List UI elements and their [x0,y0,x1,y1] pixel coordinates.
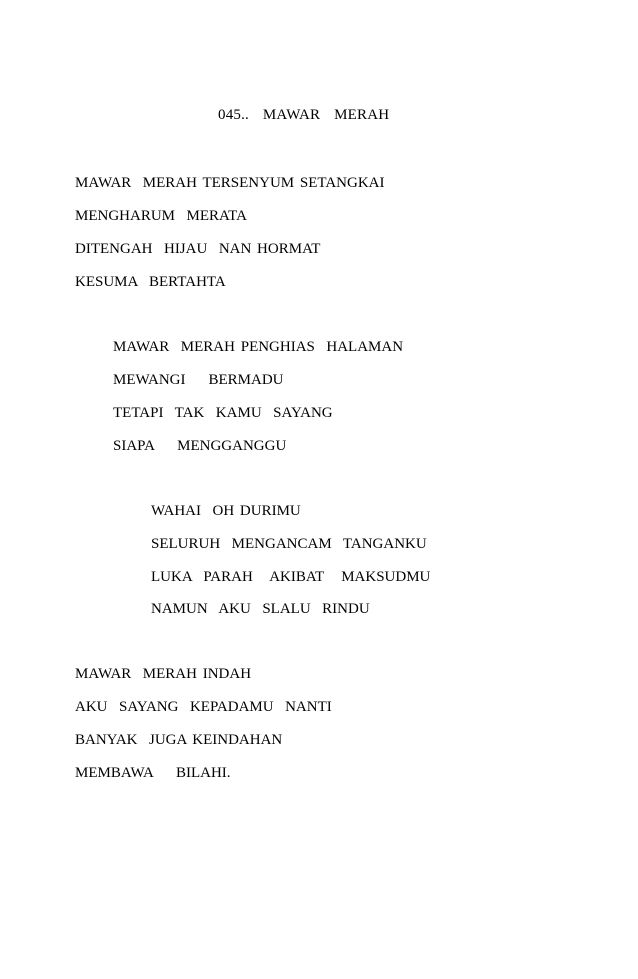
stanza-1-line-2: MENGHARUM MERATA [75,208,247,224]
stanza-3-line-1: WAHAI OH DURIMU [151,503,301,519]
stanza-4-line-2: AKU SAYANG KEPADAMU NANTI [75,699,332,715]
stanza-1-line-1: MAWAR MERAH TERSENYUM SETANGKAI [75,175,385,191]
stanza-3-line-2: SELURUH MENGANCAM TANGANKU [151,536,427,552]
stanza-1-line-3: DITENGAH HIJAU NAN HORMAT [75,241,321,257]
stanza-3-line-3: LUKA PARAH AKIBAT MAKSUDMU [151,569,431,585]
stanza-2-line-3: TETAPI TAK KAMU SAYANG [113,405,333,421]
stanza-3-line-4: NAMUN AKU SLALU RINDU [151,601,370,617]
stanza-2-line-4: SIAPA MENGGANGGU [113,438,287,454]
poem-title: 045.. MAWAR MERAH [218,107,390,123]
stanza-4-line-1: MAWAR MERAH INDAH [75,666,252,682]
stanza-4-line-3: BANYAK JUGA KEINDAHAN [75,732,283,748]
stanza-1-line-4: KESUMA BERTAHTA [75,274,226,290]
stanza-2-line-1: MAWAR MERAH PENGHIAS HALAMAN [113,339,404,355]
stanza-4-line-4: MEMBAWA BILAHI. [75,765,231,781]
stanza-2-line-2: MEWANGI BERMADU [113,372,284,388]
